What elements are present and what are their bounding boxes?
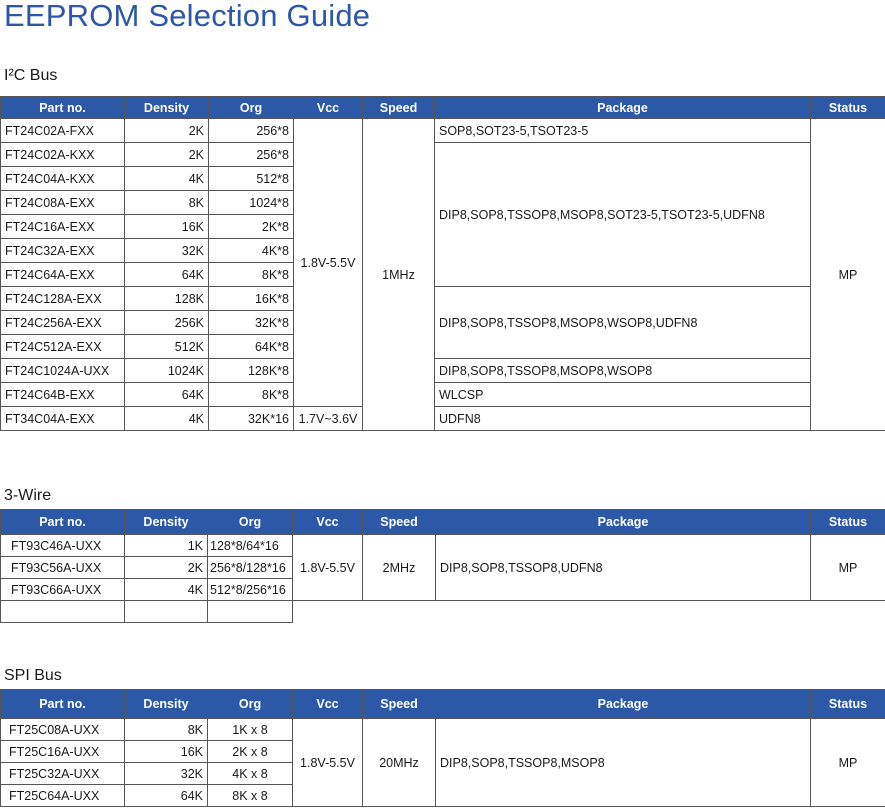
density: 256K [125, 311, 209, 335]
org: 4K x 8 [208, 763, 293, 785]
header-speed: Speed [363, 510, 436, 535]
part-number: FT25C32A-UXX [1, 763, 125, 785]
part-number: FT24C512A-EXX [1, 335, 125, 359]
wire3-table [0, 509, 885, 623]
header-part-no: Part no. [1, 510, 125, 535]
org: 128*8/64*16 [208, 535, 293, 557]
part-number: FT25C08A-UXX [1, 719, 125, 741]
package-value: DIP8,SOP8,TSSOP8,MSOP8,SOT23-5,TSOT23-5,UDFN8 [435, 143, 811, 287]
header-status: Status [811, 690, 885, 719]
speed-value: 20MHz [363, 719, 436, 807]
density: 1024K [125, 359, 209, 383]
org: 8K*8 [209, 383, 294, 407]
part-number: FT24C64A-EXX [1, 263, 125, 287]
i2c-header-row [1, 97, 885, 119]
part-number: FT24C1024A-UXX [1, 359, 125, 383]
package-value: WLCSP [435, 383, 811, 407]
part-number: FT24C08A-EXX [1, 191, 125, 215]
density: 2K [125, 119, 209, 143]
package-value: DIP8,SOP8,TSSOP8,MSOP8,WSOP8 [435, 359, 811, 383]
density: 128K [125, 287, 209, 311]
wire3-header-row [1, 510, 885, 535]
org: 32K*16 [209, 407, 294, 431]
spi-header-row [1, 690, 885, 719]
header-density: Density [125, 97, 209, 119]
page-title: EEPROM Selection Guide [4, 0, 371, 33]
table-row [1, 407, 885, 431]
header-vcc: Vcc [294, 97, 363, 119]
table-row [1, 287, 885, 311]
org: 512*8/256*16 [208, 579, 293, 601]
density: 512K [125, 335, 209, 359]
org: 4K*8 [209, 239, 294, 263]
table-row [1, 719, 885, 741]
density: 8K [125, 719, 208, 741]
density: 8K [125, 191, 209, 215]
density: 64K [125, 383, 209, 407]
package-value: DIP8,SOP8,TSSOP8,MSOP8,WSOP8,UDFN8 [435, 287, 811, 359]
density: 16K [125, 741, 208, 763]
part-number: FT24C256A-EXX [1, 311, 125, 335]
spi-section-title: SPI Bus [4, 667, 62, 684]
part-number: FT34C04A-EXX [1, 407, 125, 431]
header-vcc: Vcc [293, 690, 363, 719]
part-number: FT24C64B-EXX [1, 383, 125, 407]
header-density: Density [125, 510, 208, 535]
part-number: FT93C46A-UXX [1, 535, 125, 557]
org: 8K x 8 [208, 785, 293, 807]
density: 64K [125, 785, 208, 807]
vcc-value: 1.8V-5.5V [293, 535, 363, 601]
status-value: MP [811, 119, 885, 431]
vcc-value: 1.8V-5.5V [293, 719, 363, 807]
org: 256*8/128*16 [208, 557, 293, 579]
part-number: FT25C16A-UXX [1, 741, 125, 763]
table-row [1, 359, 885, 383]
density: 4K [125, 579, 208, 601]
org: 64K*8 [209, 335, 294, 359]
org: 2K x 8 [208, 741, 293, 763]
speed-value: 1MHz [363, 119, 435, 431]
part-number: FT93C66A-UXX [1, 579, 125, 601]
vcc-value: 1.7V~3.6V [294, 407, 363, 431]
table-row [1, 119, 885, 143]
header-status: Status [811, 97, 885, 119]
table-row [1, 535, 885, 557]
density: 16K [125, 215, 209, 239]
part-number: FT25C64A-UXX [1, 785, 125, 807]
part-number: FT24C02A-FXX [1, 119, 125, 143]
density: 64K [125, 263, 209, 287]
header-speed: Speed [363, 97, 435, 119]
density: 1K [125, 535, 208, 557]
org: 128K*8 [209, 359, 294, 383]
org: 1K x 8 [208, 719, 293, 741]
header-org: Org [208, 690, 293, 719]
speed-value: 2MHz [363, 535, 436, 601]
status-value: MP [811, 719, 885, 807]
header-package: Package [436, 690, 811, 719]
header-org: Org [208, 510, 293, 535]
header-org: Org [209, 97, 294, 119]
part-number: FT93C56A-UXX [1, 557, 125, 579]
part-number: FT24C02A-KXX [1, 143, 125, 167]
org: 1024*8 [209, 191, 294, 215]
density: 2K [125, 143, 209, 167]
org: 32K*8 [209, 311, 294, 335]
org: 8K*8 [209, 263, 294, 287]
i2c-table [0, 96, 885, 431]
org: 256*8 [209, 143, 294, 167]
i2c-section-title: I²C Bus [4, 67, 58, 84]
vcc-value: 1.8V-5.5V [294, 119, 363, 407]
density: 2K [125, 557, 208, 579]
table-row [1, 143, 885, 167]
part-number: FT24C16A-EXX [1, 215, 125, 239]
density: 32K [125, 239, 209, 263]
density: 4K [125, 167, 209, 191]
spi-table [0, 689, 885, 807]
header-speed: Speed [363, 690, 436, 719]
part-number: FT24C128A-EXX [1, 287, 125, 311]
status-value: MP [811, 535, 885, 601]
density: 32K [125, 763, 208, 785]
org: 512*8 [209, 167, 294, 191]
header-density: Density [125, 690, 208, 719]
wire3-section-title: 3-Wire [4, 487, 52, 504]
table-row-spacer [1, 601, 885, 623]
org: 16K*8 [209, 287, 294, 311]
package-value: UDFN8 [435, 407, 811, 431]
part-number: FT24C32A-EXX [1, 239, 125, 263]
header-status: Status [811, 510, 885, 535]
header-vcc: Vcc [293, 510, 363, 535]
header-part-no: Part no. [1, 690, 125, 719]
package-value: DIP8,SOP8,TSSOP8,UDFN8 [436, 535, 811, 601]
header-part-no: Part no. [1, 97, 125, 119]
density: 4K [125, 407, 209, 431]
package-value: DIP8,SOP8,TSSOP8,MSOP8 [436, 719, 811, 807]
table-row [1, 383, 885, 407]
header-package: Package [435, 97, 811, 119]
org: 2K*8 [209, 215, 294, 239]
header-package: Package [436, 510, 811, 535]
package-value: SOP8,SOT23-5,TSOT23-5 [435, 119, 811, 143]
part-number: FT24C04A-KXX [1, 167, 125, 191]
org: 256*8 [209, 119, 294, 143]
